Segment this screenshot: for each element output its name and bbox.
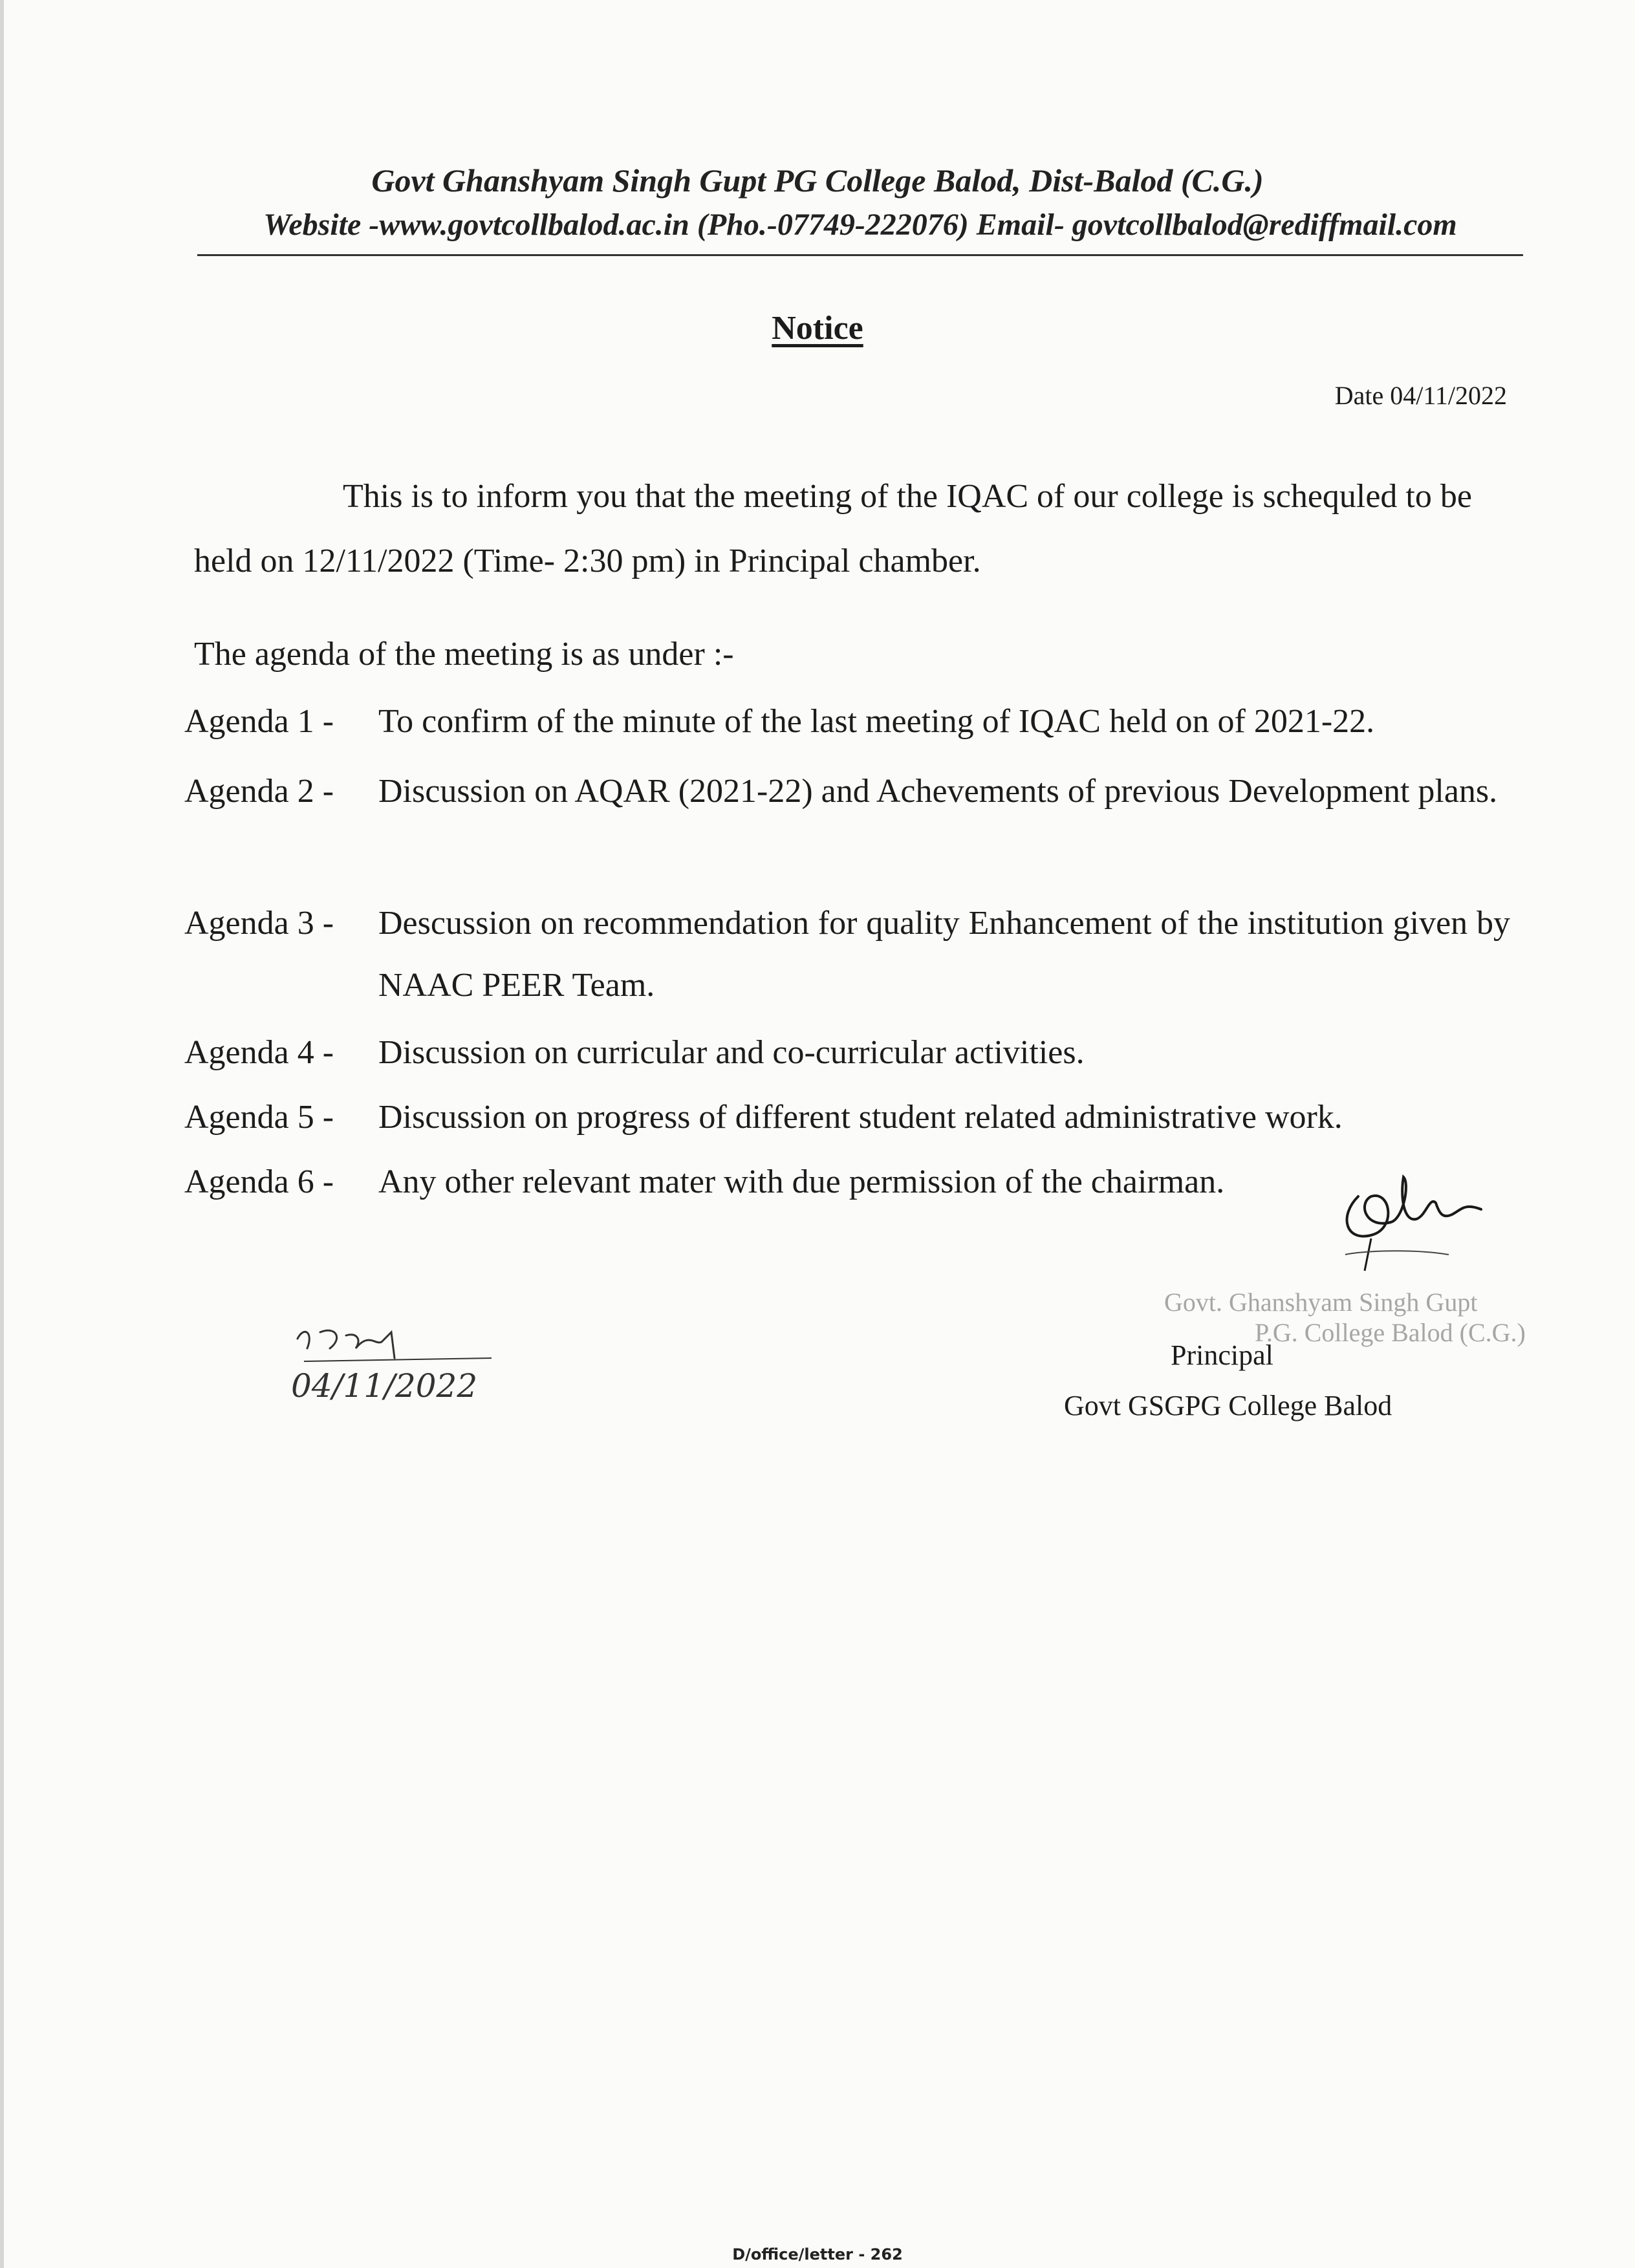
agenda-label: Agenda 3 - [184, 905, 334, 942]
stamp-line-2: P.G. College Balod (C.G.) [1255, 1318, 1526, 1347]
agenda-label: Agenda 5 - [184, 1099, 334, 1136]
notice-body [194, 464, 1520, 594]
handwritten-received-note [285, 1313, 530, 1423]
handwritten-date: 04/11/2022 [291, 1367, 478, 1405]
agenda-item [184, 1022, 1510, 1084]
principal-college: Govt GSGPG College Balod [1064, 1390, 1392, 1421]
agenda-item [184, 691, 1510, 753]
header-rule [197, 254, 1523, 256]
agenda-label: Agenda 2 - [184, 773, 334, 810]
agenda-text: Discussion on curricular and co-curricular activities. [378, 1034, 1085, 1071]
agenda-item [184, 761, 1510, 823]
notice-date: Date 04/11/2022 [1334, 381, 1507, 410]
footer-reference: D/office/letter - 262 [732, 2245, 903, 2263]
agenda-text: Descussion on recommendation for quality Enhancement of the institution given by NAAC PEER Team. [378, 905, 1510, 1004]
principal-signature [1332, 1158, 1488, 1274]
agenda-label: Agenda 4 - [184, 1034, 334, 1071]
agenda-text: To confirm of the minute of the last meeting of IQAC held on of 2021-22. [378, 703, 1375, 740]
agenda-item [184, 892, 1510, 1017]
agenda-text: Discussion on progress of different student related administrative work. [378, 1099, 1343, 1136]
agenda-item [184, 1151, 1510, 1213]
agenda-text: Discussion on AQAR (2021-22) and Achevements of previous Development plans. [378, 773, 1498, 810]
contact-line: Website -www.govtcollbalod.ac.in (Pho.-07749-222076) Email- govtcollbalod@rediffmail.com [263, 208, 1457, 242]
principal-designation: Principal [1171, 1339, 1273, 1371]
stamp-line-1: Govt. Ghanshyam Singh Gupt [1164, 1288, 1478, 1317]
agenda-text: Any other relevant mater with due permission of the chairman. [378, 1163, 1225, 1200]
notice-body-text: This is to inform you that the meeting of the IQAC of our college is schequled to be held on 12/11/2022 (Time- 2:30 pm) in Principal chamber. [194, 478, 1472, 579]
college-name: Govt Ghanshyam Singh Gupt PG College Balod, Dist-Balod (C.G.) [371, 162, 1264, 199]
notice-title: Notice [772, 310, 863, 347]
agenda-intro: The agenda of the meeting is as under :- [194, 636, 734, 673]
agenda-label: Agenda 1 - [184, 703, 334, 740]
agenda-item [184, 1086, 1510, 1149]
agenda-label: Agenda 6 - [184, 1163, 334, 1200]
